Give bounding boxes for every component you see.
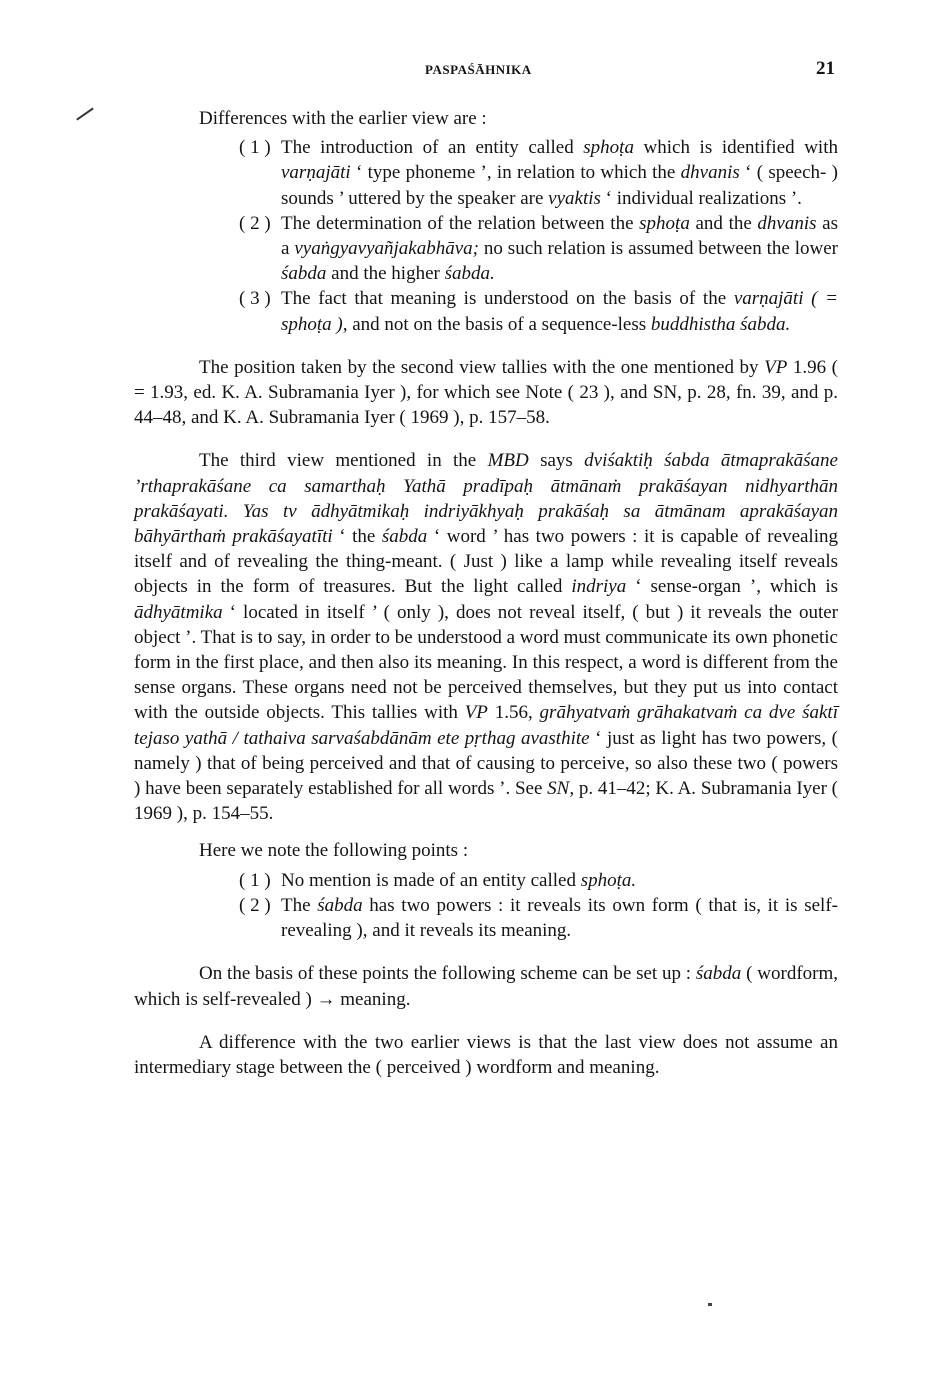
item-text: as a <box>281 212 839 260</box>
italic-term: śabda <box>381 526 428 548</box>
paragraph-scheme <box>134 961 838 1011</box>
italic-term: MBD <box>487 450 529 472</box>
para-text: ‘ sense-organ ’, which is <box>626 576 838 598</box>
italic-term: sphoṭa <box>583 137 634 159</box>
list-item <box>134 135 838 211</box>
italic-term: varṇajāti <box>281 162 351 184</box>
item-number: ( 1 ) <box>239 137 271 159</box>
para-text: The third view mentioned in the <box>199 450 488 472</box>
page-number: 21 <box>816 58 835 79</box>
italic-term: sphoṭa. <box>580 869 637 891</box>
italic-term: śabda. <box>444 263 495 285</box>
item-number: ( 2 ) <box>239 212 271 234</box>
item-number: ( 3 ) <box>239 288 271 310</box>
para-text: On the basis of these points the following scheme can be set up : <box>199 963 696 985</box>
item-text: ‘ ( speech- ) sounds ’ uttered by the speaker are <box>281 162 838 209</box>
item-text: The fact that meaning is understood on the basis of the <box>281 288 734 310</box>
item-text: No mention is made of an entity called <box>281 869 581 891</box>
margin-pencil-mark <box>76 107 94 120</box>
running-head: PASPAŚĀHNIKA <box>425 62 532 77</box>
item-number: ( 2 ) <box>239 894 271 916</box>
italic-term: dhvanis <box>757 212 817 234</box>
item-text: ‘ individual realizations ’. <box>600 187 802 209</box>
italic-quotation: grāhyatvaṁ grāhakatvaṁ ca dve śaktī tejaso yathā / tathaiva sarvaśabdānām ete pṛthag avasthite <box>134 702 838 749</box>
item-text: ‘ type phoneme ’, in relation to which the <box>350 162 681 184</box>
para-text: 1.96 ( = 1.93, ed. K. A. Subramania Iyer ), for which see Note ( 23 ), and SN, p. 28, fn. 39, and p. 44–48, and K. A. Subramania Iyer ( 1969 ), p. 157–58. <box>134 356 839 429</box>
list-item <box>134 286 838 336</box>
section2-list <box>134 868 838 944</box>
para-text: says <box>528 450 585 472</box>
italic-term: SN, <box>547 778 575 800</box>
italic-term: sphoṭa <box>639 212 690 234</box>
italic-term: varṇajāti ( = sphoṭa ), <box>281 288 838 335</box>
italic-term: śabda <box>695 963 742 985</box>
page-header <box>135 60 835 84</box>
item-text: which is identified with <box>633 137 838 159</box>
para-text: ‘ located in itself ’ ( only ), does not reveal itself, ( but ) it reveals the outer object ’. That is to say, in order to be understood a word must communicate its own phonetic form in the first place, and then also its meaning. In this respect, a word is different from the sense organs. These organs need not be perceived themselves, but they put us into contact with the outside objects. This tallies with <box>134 601 838 724</box>
item-text: has two powers : it reveals its own form ( that is, it is self-revealing ), and it reveals its meaning. <box>281 894 838 942</box>
italic-term: VP <box>464 702 488 724</box>
italic-term: VP <box>764 356 788 378</box>
para-text: The position taken by the second view tallies with the one mentioned by <box>199 356 765 378</box>
italic-term: śabda <box>281 263 327 285</box>
item-text: and not on the basis of a sequence-less <box>347 313 651 335</box>
italic-term: vyaktis <box>548 187 601 209</box>
para-text: ‘ word ’ has two powers : it is capable of revealing itself and of revealing the thing-meant. ( Just ) like a lamp while revealing itself reveals objects in the form of treasures. But the light called <box>134 526 838 598</box>
paragraph-second-view <box>134 355 838 431</box>
italic-quotation: dviśaktiḥ śabda ātmaprakāśane ’rthaprakāśane ca samarthaḥ Yathā pradīpaḥ ātmānaṁ prakāśayan nidhyarthān prakāśayati. Yas tv ādhyātmikaḥ indriyākhyaḥ prakāśaḥ sa ātmānam aprakāśayan bāhyārthaṁ prakāśayatīti <box>134 450 838 548</box>
item-text: The <box>281 894 318 916</box>
paragraph-third-view <box>134 448 838 826</box>
italic-term: śabda <box>317 894 363 916</box>
item-text: and the <box>689 212 758 234</box>
page-speck <box>708 1303 712 1306</box>
item-text: The introduction of an entity called <box>281 137 584 159</box>
item-text: no such relation is assumed between the lower <box>478 238 838 260</box>
para-text: ‘ just as light has two powers, ( namely ) that of being perceived and that of causing to perceive, so also these two ( powers ) have been separately established for all words ’. See <box>134 727 838 800</box>
italic-term: buddhistha śabda. <box>650 313 791 335</box>
para-text: 1.56, <box>487 702 540 724</box>
para-text: ‘ the <box>332 526 382 548</box>
list-item <box>134 868 838 893</box>
italic-term: dhvanis <box>680 162 740 184</box>
paragraph-difference: A difference with the two earlier views is that the last view does not assume an intermediary stage between the ( perceived ) wordform and meaning. <box>134 1031 838 1078</box>
section1-list <box>134 135 838 337</box>
page-body <box>134 106 838 1080</box>
italic-term: indriya <box>571 576 627 598</box>
para-text: ( wordform, which is self-revealed ) → meaning. <box>134 963 838 1010</box>
para-text: p. 41–42; K. A. Subramania Iyer ( 1969 ), p. 154–55. <box>134 778 838 825</box>
italic-term: ādhyātmika <box>134 601 223 623</box>
section1-intro: Differences with the earlier view are : <box>199 108 487 129</box>
item-text: and the higher <box>326 263 445 285</box>
list-item <box>134 211 838 287</box>
item-text: The determination of the relation between the <box>281 212 640 234</box>
item-number: ( 1 ) <box>239 869 271 891</box>
section2-intro: Here we note the following points : <box>199 840 469 862</box>
list-item <box>134 893 838 943</box>
italic-term: vyaṅgyavyañjakabhāva; <box>294 238 479 260</box>
